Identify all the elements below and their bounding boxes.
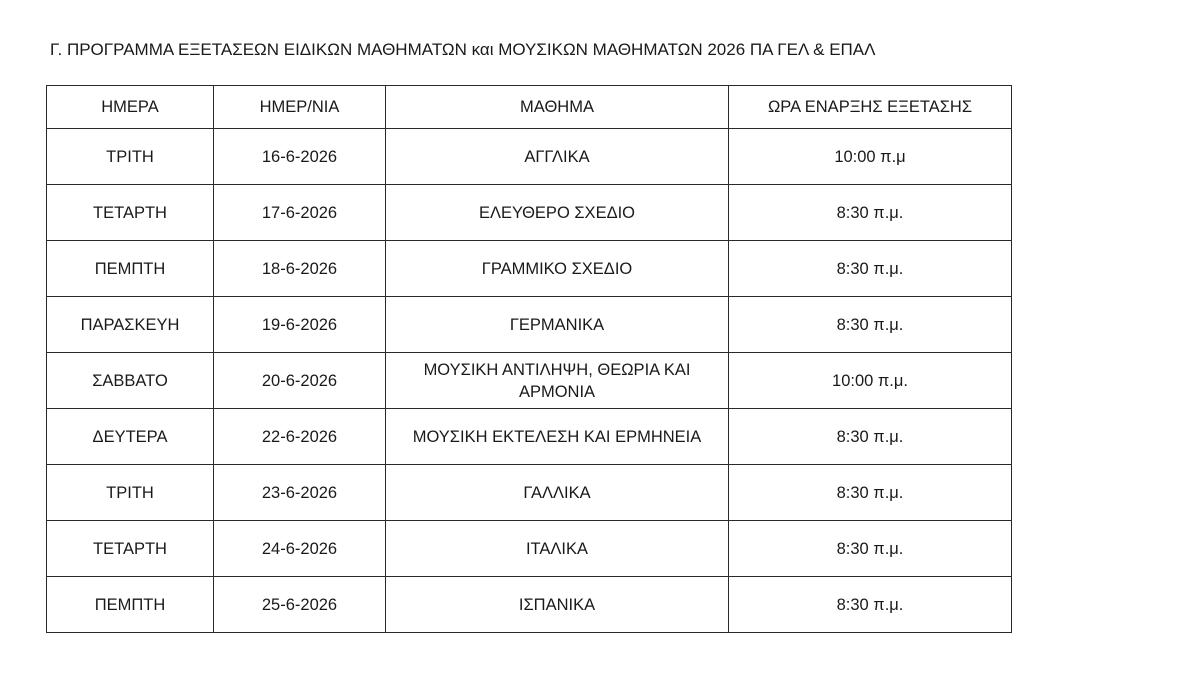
cell-subject: ΓΡΑΜΜΙΚΟ ΣΧΕΔΙΟ <box>386 241 729 297</box>
cell-time: 8:30 π.μ. <box>729 577 1012 633</box>
cell-time: 8:30 π.μ. <box>729 465 1012 521</box>
cell-date: 25-6-2026 <box>214 577 386 633</box>
cell-date: 20-6-2026 <box>214 353 386 409</box>
cell-subject: ΓΕΡΜΑΝΙΚΑ <box>386 297 729 353</box>
table-row <box>47 185 1012 241</box>
cell-day: ΤΡΙΤΗ <box>47 129 214 185</box>
cell-day: ΠΕΜΠΤΗ <box>47 577 214 633</box>
cell-time: 8:30 π.μ. <box>729 185 1012 241</box>
table-row <box>47 521 1012 577</box>
cell-day: ΤΕΤΑΡΤΗ <box>47 521 214 577</box>
cell-date: 24-6-2026 <box>214 521 386 577</box>
header-start-time: ΩΡΑ ΕΝΑΡΞΗΣ ΕΞΕΤΑΣΗΣ <box>729 86 1012 129</box>
cell-time: 8:30 π.μ. <box>729 297 1012 353</box>
cell-time: 8:30 π.μ. <box>729 521 1012 577</box>
cell-time: 8:30 π.μ. <box>729 409 1012 465</box>
cell-time: 8:30 π.μ. <box>729 241 1012 297</box>
cell-subject: ΙΣΠΑΝΙΚΑ <box>386 577 729 633</box>
page-title: Γ. ΠΡΟΓΡΑΜΜΑ ΕΞΕΤΑΣΕΩΝ ΕΙΔΙΚΩΝ ΜΑΘΗΜΑΤΩΝ και ΜΟΥΣΙΚΩΝ ΜΑΘΗΜΑΤΩΝ 2026 ΠΑ ΓΕΛ & ΕΠΑΛ <box>50 40 876 59</box>
table-row <box>47 577 1012 633</box>
cell-subject: ΕΛΕΥΘΕΡΟ ΣΧΕΔΙΟ <box>386 185 729 241</box>
cell-date: 22-6-2026 <box>214 409 386 465</box>
cell-subject: ΜΟΥΣΙΚΗ ΑΝΤΙΛΗΨΗ, ΘΕΩΡΙΑ ΚΑΙ ΑΡΜΟΝΙΑ <box>386 353 729 409</box>
cell-day: ΠΑΡΑΣΚΕΥΗ <box>47 297 214 353</box>
cell-day: ΠΕΜΠΤΗ <box>47 241 214 297</box>
cell-subject: ΑΓΓΛΙΚΑ <box>386 129 729 185</box>
table-row <box>47 465 1012 521</box>
table-row <box>47 129 1012 185</box>
table-row <box>47 297 1012 353</box>
cell-subject: ΙΤΑΛΙΚΑ <box>386 521 729 577</box>
cell-subject: ΓΑΛΛΙΚΑ <box>386 465 729 521</box>
table-header-row <box>47 86 1012 129</box>
header-subject: ΜΑΘΗΜΑ <box>386 86 729 129</box>
exam-schedule-table <box>46 85 1012 633</box>
cell-date: 23-6-2026 <box>214 465 386 521</box>
cell-date: 17-6-2026 <box>214 185 386 241</box>
header-day: ΗΜΕΡΑ <box>47 86 214 129</box>
cell-day: ΣΑΒΒΑΤΟ <box>47 353 214 409</box>
header-date: ΗΜΕΡ/ΝΙΑ <box>214 86 386 129</box>
cell-day: ΤΕΤΑΡΤΗ <box>47 185 214 241</box>
table-row <box>47 241 1012 297</box>
cell-date: 18-6-2026 <box>214 241 386 297</box>
cell-time: 10:00 π.μ. <box>729 353 1012 409</box>
cell-time: 10:00 π.μ <box>729 129 1012 185</box>
cell-day: ΤΡΙΤΗ <box>47 465 214 521</box>
table-row <box>47 353 1012 409</box>
cell-date: 19-6-2026 <box>214 297 386 353</box>
cell-date: 16-6-2026 <box>214 129 386 185</box>
table-row <box>47 409 1012 465</box>
cell-subject: ΜΟΥΣΙΚΗ ΕΚΤΕΛΕΣΗ ΚΑΙ ΕΡΜΗΝΕΙΑ <box>386 409 729 465</box>
cell-day: ΔΕΥΤΕΡΑ <box>47 409 214 465</box>
